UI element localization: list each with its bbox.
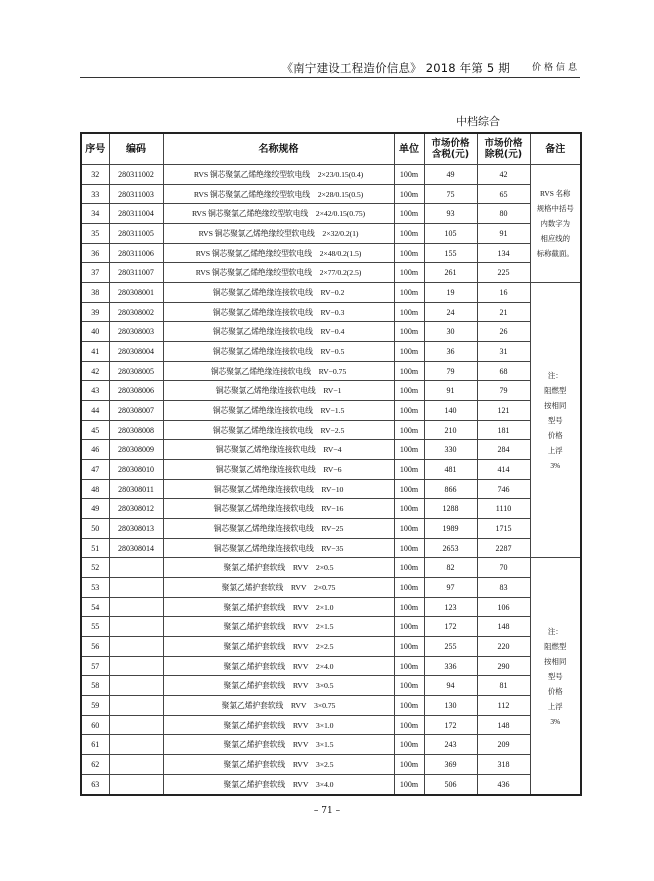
remarks-line: 价格 <box>547 686 563 696</box>
row-unit: 100m <box>394 656 424 676</box>
remarks-line: 型号 <box>547 415 563 425</box>
row-price-tax: 30 <box>424 322 477 342</box>
row-price-tax: 243 <box>424 735 477 755</box>
row-price-tax: 94 <box>424 676 477 696</box>
row-price-tax: 330 <box>424 440 477 460</box>
row-no: 35 <box>81 224 109 244</box>
row-price-tax: 49 <box>424 165 477 185</box>
row-unit: 100m <box>394 224 424 244</box>
row-name: 铜芯聚氯乙烯绝缘连接软电线 RV−1.5 <box>163 401 394 421</box>
remarks-line: 标称截面。 <box>536 249 574 259</box>
row-name: RVS 铜芯聚氯乙烯绝缘绞型软电线 2×48/0.2(1.5) <box>163 243 394 263</box>
row-no: 59 <box>81 696 109 716</box>
row-name: 聚氯乙烯护套软线 RVV 3×0.75 <box>163 696 394 716</box>
row-no: 50 <box>81 519 109 539</box>
row-unit: 100m <box>394 184 424 204</box>
row-no: 60 <box>81 715 109 735</box>
remarks-line: 上浮 <box>547 445 563 455</box>
table-header-row <box>81 133 581 165</box>
row-code <box>109 597 163 617</box>
row-code <box>109 676 163 696</box>
row-price-tax: 36 <box>424 342 477 362</box>
row-name: RVS 铜芯聚氯乙烯绝缘绞型软电线 2×77/0.2(2.5) <box>163 263 394 283</box>
row-unit: 100m <box>394 420 424 440</box>
row-price-notax: 414 <box>477 460 530 480</box>
row-price-notax: 746 <box>477 479 530 499</box>
row-name: 铜芯聚氯乙烯绝缘连接软电线 RV−16 <box>163 499 394 519</box>
row-no: 62 <box>81 755 109 775</box>
row-code: 280311003 <box>109 184 163 204</box>
table-row <box>81 165 581 185</box>
table-row <box>81 263 581 283</box>
row-name: 聚氯乙烯护套软线 RVV 2×1.5 <box>163 617 394 637</box>
row-no: 63 <box>81 774 109 795</box>
row-name: RVS 铜芯聚氯乙烯绝缘绞型软电线 2×28/0.15(0.5) <box>163 184 394 204</box>
row-price-tax: 2653 <box>424 538 477 558</box>
row-price-notax: 16 <box>477 283 530 303</box>
page-number: – 71 – <box>313 806 341 816</box>
row-no: 53 <box>81 578 109 598</box>
row-price-notax: 42 <box>477 165 530 185</box>
row-no: 41 <box>81 342 109 362</box>
row-price-notax: 436 <box>477 774 530 795</box>
row-code: 280308004 <box>109 342 163 362</box>
row-code <box>109 558 163 578</box>
row-name: 聚氯乙烯护套软线 RVV 3×4.0 <box>163 774 394 795</box>
row-no: 47 <box>81 460 109 480</box>
row-name: 聚氯乙烯护套软线 RVV 3×1.5 <box>163 735 394 755</box>
table-row <box>81 479 581 499</box>
publication-title: 《南宁建设工程造价信息》 2018 年第 5 期 <box>281 61 510 75</box>
remarks-line: 阻燃型 <box>544 641 567 651</box>
row-price-tax: 91 <box>424 381 477 401</box>
row-price-notax: 80 <box>477 204 530 224</box>
table-row <box>81 617 581 637</box>
table-row <box>81 381 581 401</box>
row-no: 32 <box>81 165 109 185</box>
table-row <box>81 302 581 322</box>
row-unit: 100m <box>394 735 424 755</box>
row-unit: 100m <box>394 401 424 421</box>
row-name: RVS 铜芯聚氯乙烯绝缘绞型软电线 2×23/0.15(0.4) <box>163 165 394 185</box>
table-row <box>81 558 581 578</box>
row-name: 铜芯聚氯乙烯绝缘连接软电线 RV−1 <box>163 381 394 401</box>
row-code: 280311002 <box>109 165 163 185</box>
row-code: 280308012 <box>109 499 163 519</box>
row-no: 43 <box>81 381 109 401</box>
row-code: 280308006 <box>109 381 163 401</box>
row-price-notax: 225 <box>477 263 530 283</box>
row-unit: 100m <box>394 558 424 578</box>
remarks-line: 规格中括号 <box>536 204 574 214</box>
row-name: 铜芯聚氯乙烯绝缘连接软电线 RV−10 <box>163 479 394 499</box>
row-unit: 100m <box>394 715 424 735</box>
row-name: 铜芯聚氯乙烯绝缘连接软电线 RV−0.75 <box>163 361 394 381</box>
row-unit: 100m <box>394 381 424 401</box>
row-price-notax: 284 <box>477 440 530 460</box>
row-code: 280308009 <box>109 440 163 460</box>
remarks-line: 注： <box>547 626 563 636</box>
col-header-price-notax: 市场价格 除税(元) <box>477 133 530 165</box>
row-price-notax: 91 <box>477 224 530 244</box>
row-price-notax: 148 <box>477 715 530 735</box>
row-no: 49 <box>81 499 109 519</box>
row-price-notax: 134 <box>477 243 530 263</box>
table-row <box>81 224 581 244</box>
row-price-notax: 2287 <box>477 538 530 558</box>
col-header-unit: 单位 <box>394 133 424 165</box>
table-row <box>81 401 581 421</box>
col-header-remarks: 备注 <box>530 133 581 165</box>
row-code <box>109 637 163 657</box>
row-name: 铜芯聚氯乙烯绝缘连接软电线 RV−25 <box>163 519 394 539</box>
row-price-tax: 1288 <box>424 499 477 519</box>
row-price-tax: 255 <box>424 637 477 657</box>
table-subtitle: 中档综合 <box>456 116 500 128</box>
row-price-tax: 336 <box>424 656 477 676</box>
row-no: 37 <box>81 263 109 283</box>
row-price-notax: 106 <box>477 597 530 617</box>
row-unit: 100m <box>394 440 424 460</box>
remarks-line: 按相同 <box>544 656 567 666</box>
row-code: 280308007 <box>109 401 163 421</box>
remarks-line: 价格 <box>547 430 563 440</box>
row-price-tax: 261 <box>424 263 477 283</box>
row-name: 聚氯乙烯护套软线 RVV 2×0.75 <box>163 578 394 598</box>
row-code: 280308001 <box>109 283 163 303</box>
row-price-tax: 369 <box>424 755 477 775</box>
table-row <box>81 578 581 598</box>
row-unit: 100m <box>394 578 424 598</box>
remarks-note <box>530 283 581 558</box>
row-unit: 100m <box>394 617 424 637</box>
row-name: 铜芯聚氯乙烯绝缘连接软电线 RV−2.5 <box>163 420 394 440</box>
table-row <box>81 283 581 303</box>
row-unit: 100m <box>394 243 424 263</box>
row-unit: 100m <box>394 204 424 224</box>
row-price-tax: 506 <box>424 774 477 795</box>
table-row <box>81 715 581 735</box>
row-code: 280308008 <box>109 420 163 440</box>
row-no: 55 <box>81 617 109 637</box>
remarks-line: 型号 <box>547 671 563 681</box>
remarks-line: 3% <box>550 716 561 726</box>
table-row <box>81 735 581 755</box>
row-no: 39 <box>81 302 109 322</box>
row-price-tax: 79 <box>424 361 477 381</box>
row-name: 聚氯乙烯护套软线 RVV 2×0.5 <box>163 558 394 578</box>
row-unit: 100m <box>394 676 424 696</box>
row-code: 280308010 <box>109 460 163 480</box>
row-name: 聚氯乙烯护套软线 RVV 2×1.0 <box>163 597 394 617</box>
row-unit: 100m <box>394 774 424 795</box>
row-name: 聚氯乙烯护套软线 RVV 2×4.0 <box>163 656 394 676</box>
row-name: RVS 铜芯聚氯乙烯绝缘绞型软电线 2×42/0.15(0.75) <box>163 204 394 224</box>
table-row <box>81 755 581 775</box>
row-price-tax: 1989 <box>424 519 477 539</box>
row-no: 38 <box>81 283 109 303</box>
remarks-line: 阻燃型 <box>544 385 567 395</box>
col-header-price-tax: 市场价格 含税(元) <box>424 133 477 165</box>
row-price-tax: 19 <box>424 283 477 303</box>
row-unit: 100m <box>394 637 424 657</box>
col-header-code: 编码 <box>109 133 163 165</box>
row-name: 铜芯聚氯乙烯绝缘连接软电线 RV−6 <box>163 460 394 480</box>
remarks-line: 上浮 <box>547 701 563 711</box>
row-code: 280308002 <box>109 302 163 322</box>
row-price-notax: 112 <box>477 696 530 716</box>
remarks-note <box>530 558 581 795</box>
row-code <box>109 755 163 775</box>
row-code: 280311005 <box>109 224 163 244</box>
row-price-notax: 220 <box>477 637 530 657</box>
row-price-tax: 130 <box>424 696 477 716</box>
row-no: 34 <box>81 204 109 224</box>
table-row <box>81 676 581 696</box>
remarks-line: 3% <box>550 460 561 470</box>
remarks-line: 内数字为 <box>540 219 571 229</box>
col-header-name: 名称规格 <box>163 133 394 165</box>
row-unit: 100m <box>394 165 424 185</box>
remarks-line: 按相同 <box>544 400 567 410</box>
row-name: 铜芯聚氯乙烯绝缘连接软电线 RV−0.4 <box>163 322 394 342</box>
row-price-tax: 866 <box>424 479 477 499</box>
row-unit: 100m <box>394 342 424 362</box>
row-price-tax: 105 <box>424 224 477 244</box>
row-unit: 100m <box>394 479 424 499</box>
price-table <box>80 132 582 796</box>
row-code: 280308003 <box>109 322 163 342</box>
row-code: 280308013 <box>109 519 163 539</box>
table-body <box>81 165 581 796</box>
row-name: 聚氯乙烯护套软线 RVV 3×2.5 <box>163 755 394 775</box>
row-no: 52 <box>81 558 109 578</box>
row-unit: 100m <box>394 538 424 558</box>
row-name: 铜芯聚氯乙烯绝缘连接软电线 RV−35 <box>163 538 394 558</box>
row-name: 铜芯聚氯乙烯绝缘连接软电线 RV−4 <box>163 440 394 460</box>
row-price-tax: 481 <box>424 460 477 480</box>
row-price-notax: 26 <box>477 322 530 342</box>
row-price-notax: 65 <box>477 184 530 204</box>
col-header-no: 序号 <box>81 133 109 165</box>
row-no: 40 <box>81 322 109 342</box>
row-price-notax: 1715 <box>477 519 530 539</box>
row-price-tax: 123 <box>424 597 477 617</box>
row-price-tax: 75 <box>424 184 477 204</box>
table-row <box>81 322 581 342</box>
table-row <box>81 538 581 558</box>
row-price-notax: 83 <box>477 578 530 598</box>
row-no: 42 <box>81 361 109 381</box>
row-price-tax: 93 <box>424 204 477 224</box>
row-code <box>109 696 163 716</box>
row-code <box>109 774 163 795</box>
row-price-tax: 97 <box>424 578 477 598</box>
row-no: 46 <box>81 440 109 460</box>
row-price-notax: 81 <box>477 676 530 696</box>
table-row <box>81 184 581 204</box>
row-no: 45 <box>81 420 109 440</box>
row-price-notax: 70 <box>477 558 530 578</box>
table-row <box>81 243 581 263</box>
row-price-notax: 21 <box>477 302 530 322</box>
section-label: 价格信息 <box>531 63 580 73</box>
row-code <box>109 656 163 676</box>
table-row <box>81 460 581 480</box>
row-unit: 100m <box>394 460 424 480</box>
row-code <box>109 715 163 735</box>
row-price-tax: 82 <box>424 558 477 578</box>
row-price-notax: 31 <box>477 342 530 362</box>
table-row <box>81 342 581 362</box>
row-price-tax: 172 <box>424 715 477 735</box>
table-row <box>81 361 581 381</box>
row-price-tax: 24 <box>424 302 477 322</box>
row-price-tax: 172 <box>424 617 477 637</box>
row-price-notax: 148 <box>477 617 530 637</box>
row-no: 56 <box>81 637 109 657</box>
row-code: 280308014 <box>109 538 163 558</box>
remarks-line: RVS 名称 <box>540 189 571 199</box>
table-row <box>81 696 581 716</box>
row-unit: 100m <box>394 322 424 342</box>
running-header <box>80 60 580 74</box>
table-row <box>81 656 581 676</box>
row-unit: 100m <box>394 302 424 322</box>
row-code: 280308005 <box>109 361 163 381</box>
row-price-tax: 140 <box>424 401 477 421</box>
row-price-notax: 1110 <box>477 499 530 519</box>
table-row <box>81 519 581 539</box>
row-name: 聚氯乙烯护套软线 RVV 2×2.5 <box>163 637 394 657</box>
remarks-line: 相应线的 <box>540 234 571 244</box>
row-no: 57 <box>81 656 109 676</box>
row-code: 280311006 <box>109 243 163 263</box>
table-row <box>81 597 581 617</box>
table-row <box>81 774 581 795</box>
row-name: 铜芯聚氯乙烯绝缘连接软电线 RV−0.5 <box>163 342 394 362</box>
row-unit: 100m <box>394 283 424 303</box>
row-code: 280311007 <box>109 263 163 283</box>
row-no: 36 <box>81 243 109 263</box>
row-name: RVS 铜芯聚氯乙烯绝缘绞型软电线 2×32/0.2(1) <box>163 224 394 244</box>
row-no: 33 <box>81 184 109 204</box>
row-unit: 100m <box>394 361 424 381</box>
row-price-notax: 290 <box>477 656 530 676</box>
row-code: 280311004 <box>109 204 163 224</box>
table-row <box>81 637 581 657</box>
row-code: 280308011 <box>109 479 163 499</box>
remarks-note <box>530 165 581 283</box>
row-name: 聚氯乙烯护套软线 RVV 3×1.0 <box>163 715 394 735</box>
row-price-tax: 210 <box>424 420 477 440</box>
row-code <box>109 578 163 598</box>
row-price-tax: 155 <box>424 243 477 263</box>
row-price-notax: 79 <box>477 381 530 401</box>
row-price-notax: 318 <box>477 755 530 775</box>
table-row <box>81 420 581 440</box>
row-no: 58 <box>81 676 109 696</box>
table-row <box>81 440 581 460</box>
row-code <box>109 617 163 637</box>
row-name: 聚氯乙烯护套软线 RVV 3×0.5 <box>163 676 394 696</box>
row-no: 48 <box>81 479 109 499</box>
row-unit: 100m <box>394 519 424 539</box>
row-no: 44 <box>81 401 109 421</box>
row-unit: 100m <box>394 263 424 283</box>
header-rule <box>80 77 580 78</box>
row-no: 51 <box>81 538 109 558</box>
row-price-notax: 181 <box>477 420 530 440</box>
table-row <box>81 499 581 519</box>
row-name: 铜芯聚氯乙烯绝缘连接软电线 RV−0.2 <box>163 283 394 303</box>
row-no: 61 <box>81 735 109 755</box>
row-unit: 100m <box>394 696 424 716</box>
row-code <box>109 735 163 755</box>
row-price-notax: 121 <box>477 401 530 421</box>
row-no: 54 <box>81 597 109 617</box>
row-unit: 100m <box>394 597 424 617</box>
remarks-line: 注： <box>547 370 563 380</box>
table-row <box>81 204 581 224</box>
row-name: 铜芯聚氯乙烯绝缘连接软电线 RV−0.3 <box>163 302 394 322</box>
row-unit: 100m <box>394 499 424 519</box>
row-price-notax: 209 <box>477 735 530 755</box>
row-unit: 100m <box>394 755 424 775</box>
row-price-notax: 68 <box>477 361 530 381</box>
